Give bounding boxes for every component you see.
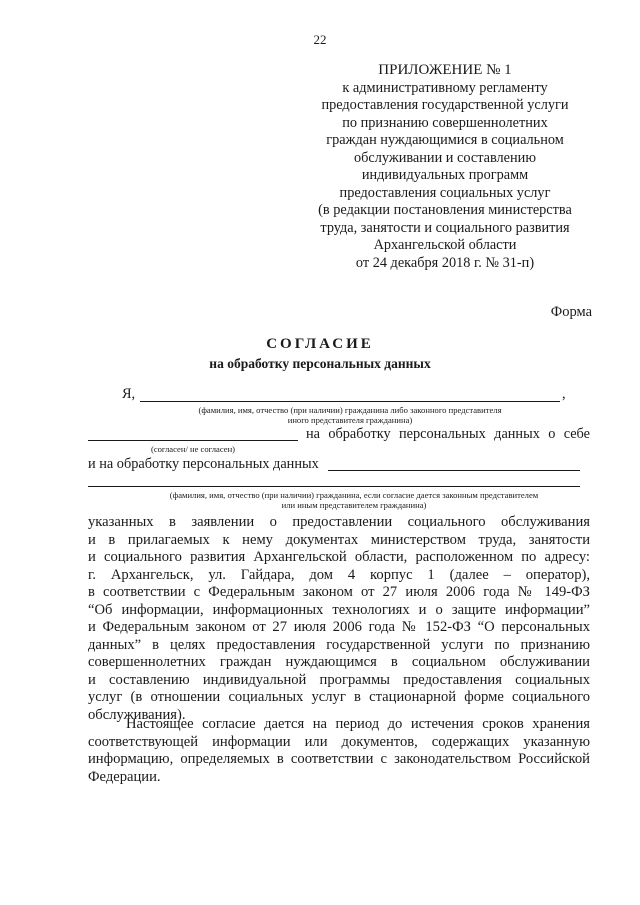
validity-line: Федерации. [88,768,161,785]
appendix-heading: ПРИЛОЖЕНИЕ № 1 [378,62,512,78]
consent-body-paragraph [88,514,590,724]
document-title: СОГЛАСИЕ [266,336,374,352]
form-label: Форма [550,304,592,320]
body-line: совершеннолетних граждан нуждающимся в социальном обслуживании [88,654,590,670]
body-line: указанных в заявлении о предоставлении социального обслуживания [88,514,590,530]
represented-name-hint-2: или иным представителем гражданина) [281,500,427,510]
full-name-hint-2: иного представителя гражданина) [287,415,413,425]
validity-paragraph [88,716,590,786]
represented-name-field[interactable] [328,470,580,471]
appendix-line: (в редакции постановления министерства [318,202,572,218]
validity-line: информацию, определяемых в соответствии с законодательством Российской [88,751,590,767]
consent-label: на обработку персональных данных о себе [306,426,590,442]
comma: , [562,386,566,402]
represented-name-hint: (фамилия, имя, отчество (при наличии) гражданина, если согласие дается законным представителем [169,490,539,500]
appendix-line: граждан нуждающимися в социальном [326,132,564,148]
body-line: “Об информации, информационных технологиях и о защите информации” [88,601,590,618]
body-line: в соответствии с Федеральным законом от 27 июля 2006 года № 149-ФЗ [88,584,590,600]
full-name-hint: (фамилия, имя, отчество (при наличии) гражданина либо законного представителя [198,405,502,415]
appendix-line: индивидуальных программ [361,167,529,183]
body-line: г. Архангельск, ул. Гайдара, дом 4 корпус 1 (далее – оператор), [88,566,590,583]
appendix-line: предоставления социальных услуг [339,184,551,201]
body-line: и Федеральным законом от 27 июля 2006 года № 152-ФЗ “О персональных [88,619,590,635]
consent-choice-hint: (согласен/ не согласен) [150,444,236,454]
also-label: и на обработку персональных данных [88,456,319,472]
validity-line: Настоящее согласие дается на период до истечения сроков хранения [126,716,590,732]
page-number: 22 [313,32,327,47]
body-line: данных” в целях предоставления государственной услуги по признанию [88,636,590,653]
validity-line: соответствующей информации или документов, содержащих указанную [88,733,590,750]
ya-label: Я, [122,386,136,402]
appendix-block [300,62,590,272]
appendix-line: Архангельской области [373,237,517,253]
appendix-line: предоставления государственной услуги [321,97,569,113]
consent-choice-field[interactable] [88,440,298,441]
appendix-line: труда, занятости и социального развития [320,219,570,236]
body-line: и составлению индивидуальной программы предоставления социальных [88,671,590,688]
body-line: обслуживания). [88,706,186,723]
appendix-line: от 24 декабря 2018 г. № 31-п) [355,254,535,271]
full-name-field[interactable] [140,401,560,402]
document-subtitle: на обработку персональных данных [209,356,431,371]
appendix-line: к административному регламенту [342,79,548,96]
appendix-line: по признанию совершеннолетних [342,114,548,131]
body-line: и в прилагаемых к нему документах министерством труда, занятости [88,531,590,548]
appendix-line: обслуживании и составлению [353,149,537,166]
represented-name-field-2[interactable] [88,486,580,487]
body-line: услуг (в отношении социальных услуг в стационарной форме социального [88,689,590,705]
body-line: и социального развития Архангельской области, расположенном по адресу: [88,549,590,565]
